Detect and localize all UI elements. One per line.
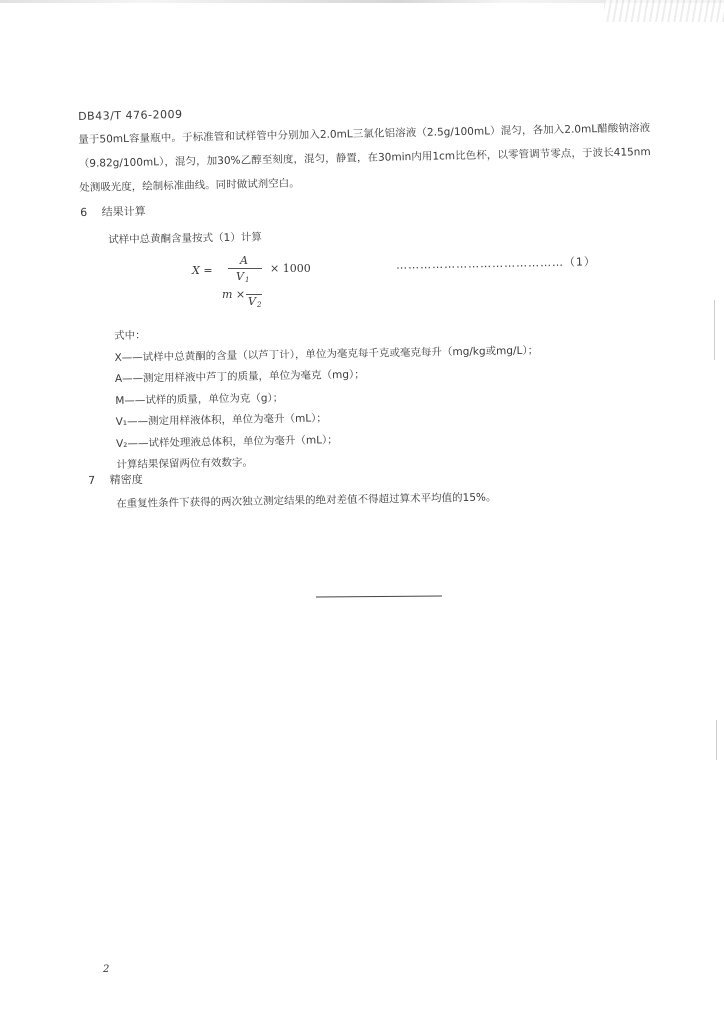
formula-lhs: X = [192,264,213,277]
section-7-text: 在重复性条件下获得的两次独立测定结果的绝对差值不得超过算术平均值的15%。 [116,491,497,510]
formula-numerator-v: V [236,270,244,283]
section-7-number: 7 [88,473,96,487]
section-7-title: 精密度 [109,473,143,487]
margin-mark [714,300,715,360]
section-6-heading [80,203,146,220]
formula [192,256,322,316]
equation-number: ……………………………………（1） [395,255,597,272]
section-6-intro: 试样中总黄酮含量按式（1）计算 [108,231,262,246]
formula-denominator-m: m × [222,288,246,301]
formula-denominator-v: V [248,295,256,308]
formula-fraction-line [228,268,262,269]
definition-line: X——试样中总黄酮的含量（以芦丁计），单位为毫克每千克或毫克每升（mg/kg或mg/L）； [114,344,539,364]
end-rule [316,595,442,597]
document-code: DB43/T 476-2009 [78,107,183,123]
section-6-number: 6 [80,205,88,219]
formula-numerator-a: A [240,254,248,267]
formula-numerator-v-sub: 1 [245,276,250,284]
variable-definitions [114,319,540,477]
definition-line: M——试样的质量，单位为克（g）； [115,391,284,407]
where-label: 式中： [114,329,146,342]
section-6-title: 结果计算 [101,204,146,219]
definition-line: V₂——试样处理液总体积，单位为毫升（mL）； [115,433,338,450]
formula-denominator-v-sub: 2 [257,301,262,309]
scan-corner-artifact [604,0,724,22]
definition-line: A——测定用样液中芦丁的质量，单位为毫克（mg）； [114,368,365,385]
intro-paragraph: 量于50mL容量瓶中。于标准管和试样管中分别加入2.0mL三氯化铝溶液（2.5g/100mL）混匀，各加入2.0mL醋酸钠溶液（9.82g/100mL），混匀，加30%乙醇至刻度，混匀，静置，在30min内用1cm比色杯，以零管调节零点，于波长415nm处测吸光度，绘制标准曲线。同时做试剂空白。 [78,122,651,194]
definition-line: 计算结果保留两位有效数字。 [116,456,254,471]
margin-mark [716,720,717,760]
page-number: 2 [103,964,110,975]
section-7-heading [88,471,143,488]
definition-line: V₁——测定用样液体积，单位为毫升（mL）； [115,412,327,428]
formula-factor: × 1000 [270,262,311,275]
